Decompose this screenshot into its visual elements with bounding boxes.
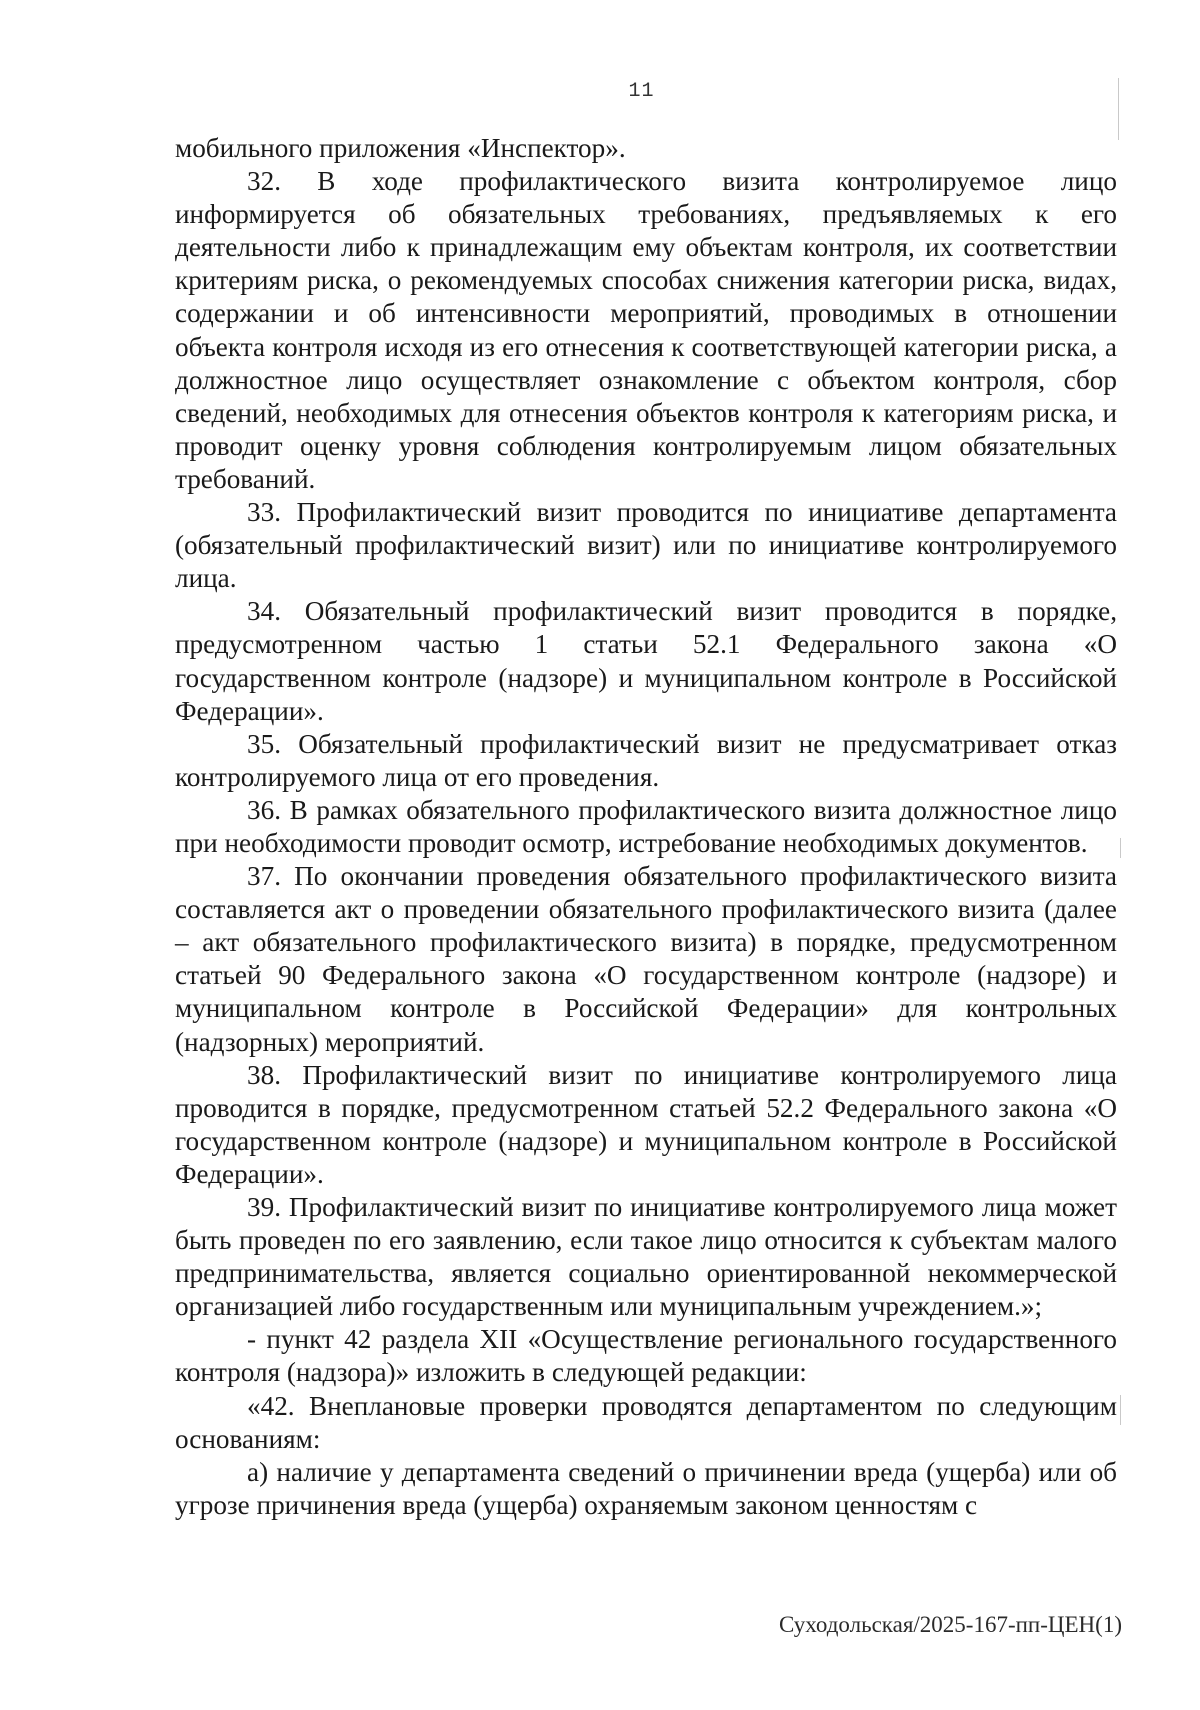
paragraph-amendment: - пункт 42 раздела XII «Осуществление регионального государственного контроля (надзора)» изложить в следующей редакции: [175,1324,1117,1388]
paragraph-item-37: 37. По окончании проведения обязательного профилактического визита составляется акт о проведении обязательного профилактического визита (далее – акт обязательного профилактического визита) в порядке, предусмотренном статьей 90 Федерального закона «О государственном контроле (надзоре) и муниципальном контроле в Российской Федерации» для контрольных (надзорных) мероприятий. [175,861,1117,1057]
paragraph-item-32: 32. В ходе профилактического визита контролируемое лицо информируется об обязательных требованиях, предъявляемых к его деятельности либо к принадлежащим ему объектам контроля, их соответствии критериям риска, о рекомендуемых способах снижения категории риска, видах, содержании и об интенсивности мероприятий, проводимых в отношении объекта контроля исходя из его отнесения к соответствующей категории риска, а должностное лицо осуществляет ознакомление с объектом контроля, сбор сведений, необходимых для отнесения объектов контроля к категориям риска, и проводит оценку уровня соблюдения контролируемым лицом обязательных требований. [175,166,1117,494]
scan-edge-mark [1120,1395,1121,1425]
paragraph-subitem-a: а) наличие у департамента сведений о причинении вреда (ущерба) или об угрозе причинения вреда (ущерба) охраняемым законом ценностям с [175,1456,1117,1520]
paragraph-item-33: 33. Профилактический визит проводится по инициативе департамента (обязательный профилактический визит) или по инициативе контролируемого лица. [175,497,1117,594]
paragraph-item-42: «42. Внеплановые проверки проводятся департаментом по следующим основаниям: [175,1390,1117,1454]
paragraph-item-34: 34. Обязательный профилактический визит проводится в порядке, предусмотренном частью 1 статьи 52.1 Федерального закона «О государственном контроле (надзоре) и муниципальном контроле в Российской Федерации». [175,596,1117,726]
paragraph-item-35: 35. Обязательный профилактический визит не предусматривает отказ контролируемого лица от его проведения. [175,728,1117,792]
scan-edge-mark [1118,78,1119,140]
paragraph-item-36: 36. В рамках обязательного профилактического визита должностное лицо при необходимости проводит осмотр, истребование необходимых документов. [175,794,1117,858]
document-footer-code: Суходольская/2025-167-пп-ЦЕН(1) [779,1612,1122,1637]
scan-edge-mark [1120,838,1121,858]
page-number: 11 [628,80,655,103]
paragraph-item-38: 38. Профилактический визит по инициативе контролируемого лица проводится в порядке, предусмотренном статьей 52.2 Федерального закона «О государственном контроле (надзоре) и муниципальном контроле в Российской Федерации». [175,1059,1117,1189]
document-body [175,132,1117,1522]
paragraph-item-39: 39. Профилактический визит по инициативе контролируемого лица может быть проведен по его заявлению, если такое лицо относится к субъектам малого предпринимательства, является социально ориентированной некоммерческой организацией либо государственным или муниципальным учреждением.»; [175,1192,1117,1322]
paragraph-continuation: мобильного приложения «Инспектор». [175,133,626,163]
